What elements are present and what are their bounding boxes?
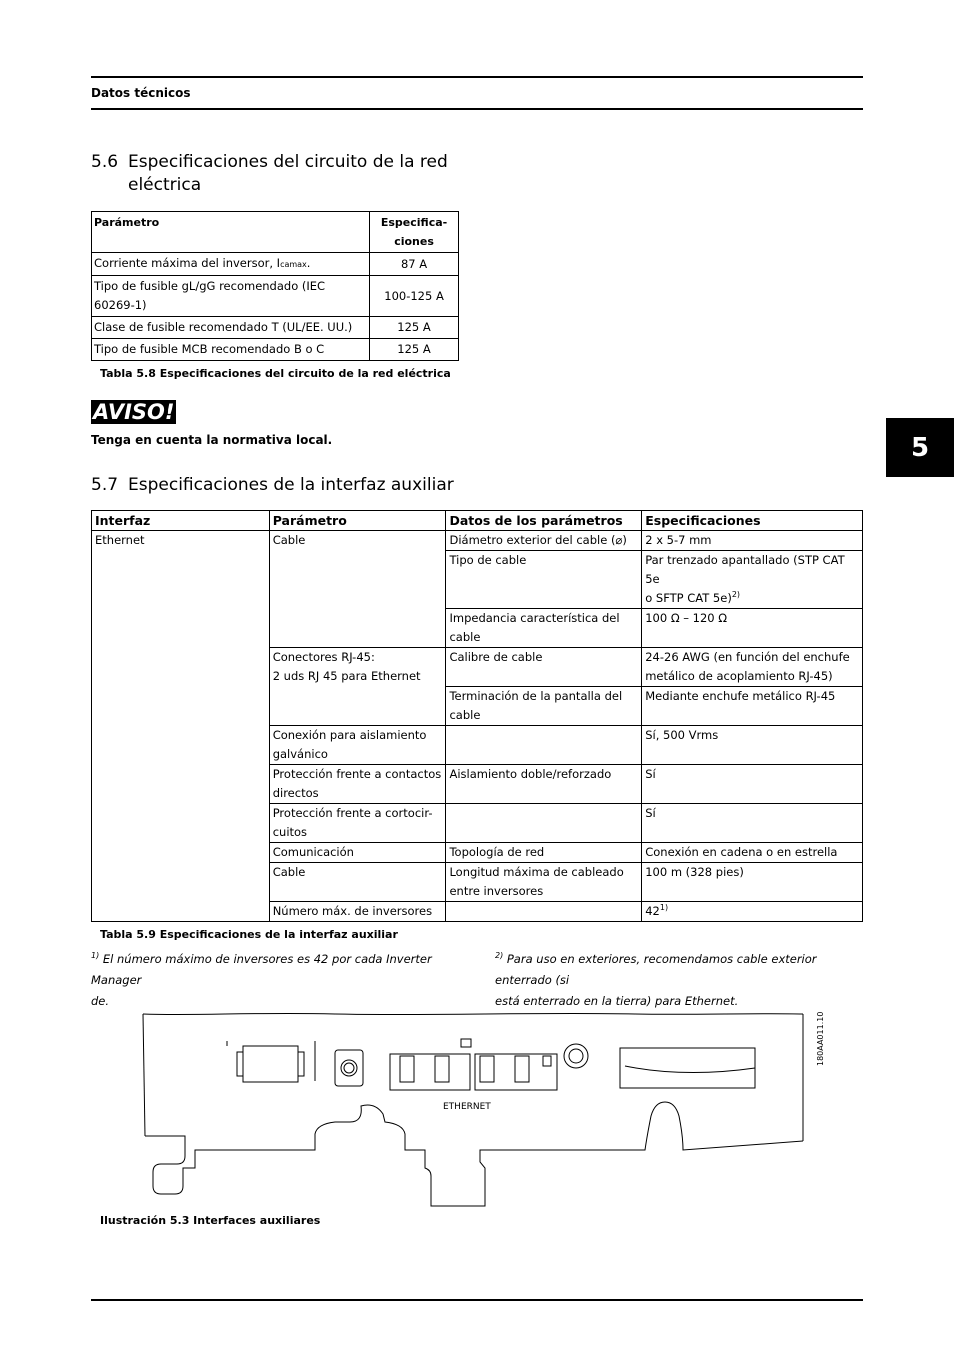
footnote-2-line2: está enterrado en la tierra) para Ethernet.: [495, 994, 739, 1008]
data-cell: Tipo de cable: [446, 551, 642, 609]
interface-cell: Ethernet: [92, 531, 270, 922]
section-5-6-heading: [91, 151, 448, 197]
spec-cell: 100 Ω – 120 Ω: [642, 609, 863, 648]
param-text-2: 60269-1): [94, 298, 147, 312]
footnote-1-line2: de.: [91, 994, 110, 1008]
value-cell: 125 A: [370, 317, 459, 339]
value-cell: 87 A: [370, 253, 459, 276]
ethernet-label: ETHERNET: [443, 1102, 491, 1112]
footnote-1: [91, 949, 456, 1012]
spec-text: 24-26 AWG (en función del enchufe: [645, 650, 850, 664]
data-cell: Diámetro exterior del cable (⌀): [446, 531, 642, 551]
header-top-rule: [91, 76, 863, 78]
header-especificaciones: Especificaciones: [642, 511, 863, 531]
data-cell: [446, 804, 642, 843]
spec-cell: 100 m (328 pies): [642, 863, 863, 902]
spec-text: Par trenzado apantallado (STP CAT 5e: [645, 553, 845, 586]
figure-caption: Ilustración 5.3 Interfaces auxiliares: [100, 1214, 321, 1227]
table-5-8: [91, 211, 459, 361]
param-text: Protección frente a cortocir-: [272, 806, 433, 820]
param-cell: Cable: [269, 863, 446, 902]
data-cell: [446, 726, 642, 765]
value-cell: 125 A: [370, 339, 459, 361]
header-parametro: Parámetro: [269, 511, 446, 531]
table-5-9-caption: Tabla 5.9 Especificaciones de la interfaz auxiliar: [100, 928, 398, 941]
data-text-2: cable: [449, 708, 481, 722]
param-text-2: galvánico: [272, 747, 328, 761]
section-title-line1: Especificaciones del circuito de la red: [128, 152, 448, 172]
table-header-row: [92, 212, 459, 253]
table-row: [92, 253, 459, 276]
spec-cell: Conexión en cadena o en estrella: [642, 843, 863, 863]
section-number: 5.6: [91, 152, 119, 172]
param-text-2: directos: [272, 786, 319, 800]
auxiliary-interfaces-figure: [135, 1006, 835, 1211]
section-number: 5.7: [91, 475, 119, 495]
header-datos: Datos de los parámetros: [446, 511, 642, 531]
section-title: Especificaciones de la interfaz auxiliar: [128, 475, 454, 495]
notice-title: AVISO!: [93, 400, 175, 424]
param-text-2: cuitos: [272, 825, 308, 839]
footer-rule: [91, 1299, 863, 1301]
data-cell: Calibre de cable: [446, 648, 642, 687]
data-cell: [446, 863, 642, 902]
table-row: [92, 531, 863, 551]
table-5-8-caption: Tabla 5.8 Especificaciones del circuito de la red eléctrica: [100, 367, 451, 380]
footnote-ref: 2): [731, 590, 741, 600]
param-text: Tipo de fusible gL/gG recomendado (IEC: [94, 279, 326, 293]
data-cell: Topología de red: [446, 843, 642, 863]
section-title-line2: eléctrica: [128, 175, 202, 195]
data-text: Longitud máxima de cableado: [449, 865, 624, 879]
header-section-label: Datos técnicos: [91, 86, 191, 100]
param-cell: [92, 276, 370, 317]
table-row: [92, 339, 459, 361]
param-cell: [269, 726, 446, 765]
param-cell: Número máx. de inversores: [269, 902, 446, 922]
board-top-edge: [143, 1013, 803, 1014]
param-text: Corriente máxima del inversor, I: [94, 256, 281, 270]
param-cell: Cable: [269, 531, 446, 648]
spec-text-2: metálico de acoplamiento RJ-45): [645, 669, 833, 683]
data-cell: [446, 902, 642, 922]
data-cell: [446, 609, 642, 648]
figure-code: 180AA011.10: [816, 1011, 825, 1066]
spec-cell: Sí: [642, 804, 863, 843]
data-text-2: cable: [449, 630, 481, 644]
param-text-2: 2 uds RJ 45 para Ethernet: [272, 669, 421, 683]
param-text: Conexión para aislamiento: [272, 728, 427, 742]
header-spec-part1: Especifica-: [380, 216, 448, 229]
footnote-2-mark: 2): [495, 951, 504, 961]
spec-text-2: o SFTP CAT 5e): [645, 591, 732, 605]
value-cell: 100-125 A: [370, 276, 459, 317]
chapter-tab: 5: [886, 418, 954, 477]
footnote-ref: 1): [659, 903, 669, 913]
spec-cell: Mediante enchufe metálico RJ-45: [642, 687, 863, 726]
section-5-7-heading: [91, 474, 454, 497]
param-cell: Comunicación: [269, 843, 446, 863]
board-drawing: [135, 1006, 835, 1211]
header-interfaz: Interfaz: [92, 511, 270, 531]
param-end: .: [306, 256, 311, 270]
spec-cell: Sí, 500 Vrms: [642, 726, 863, 765]
footnote-2: [495, 949, 860, 1012]
notice-text: Tenga en cuenta la normativa local.: [91, 433, 333, 447]
footnote-2-line1: Para uso en exteriores, recomendamos cable exterior enterrado (si: [495, 952, 817, 987]
spec-cell: 2 x 5-7 mm: [642, 531, 863, 551]
param-cell: [269, 765, 446, 804]
table-row: [92, 317, 459, 339]
spec-cell: [642, 551, 863, 609]
header-especificaciones: [370, 212, 459, 253]
spec-cell: [642, 902, 863, 922]
spec-text: 42: [645, 904, 660, 918]
param-text: Protección frente a contactos: [272, 767, 442, 781]
param-cell: [269, 804, 446, 843]
data-cell: [446, 687, 642, 726]
table-header-row: [92, 511, 863, 531]
data-text: Impedancia característica del: [449, 611, 620, 625]
footnote-1-mark: 1): [91, 951, 100, 961]
param-cell: [269, 648, 446, 726]
header-parametro: Parámetro: [92, 212, 370, 253]
param-subscript: camax: [280, 260, 307, 269]
header-spec-part2: ciones: [394, 235, 434, 248]
table-row: [92, 276, 459, 317]
spec-cell: [642, 648, 863, 687]
header-bottom-rule: [91, 108, 863, 110]
param-cell: Clase de fusible recomendado T (UL/EE. UU.): [92, 317, 370, 339]
footnote-1-line1: El número máximo de inversores es 42 por cada Inverter Manager: [91, 952, 432, 987]
data-text: Terminación de la pantalla del: [449, 689, 623, 703]
spec-cell: Sí: [642, 765, 863, 804]
table-5-9: [91, 510, 863, 922]
param-text: Conectores RJ-45:: [272, 650, 375, 664]
param-cell: [92, 253, 370, 276]
data-cell: Aislamiento doble/reforzado: [446, 765, 642, 804]
data-text-2: entre inversores: [449, 884, 544, 898]
param-cell: Tipo de fusible MCB recomendado B o C: [92, 339, 370, 361]
